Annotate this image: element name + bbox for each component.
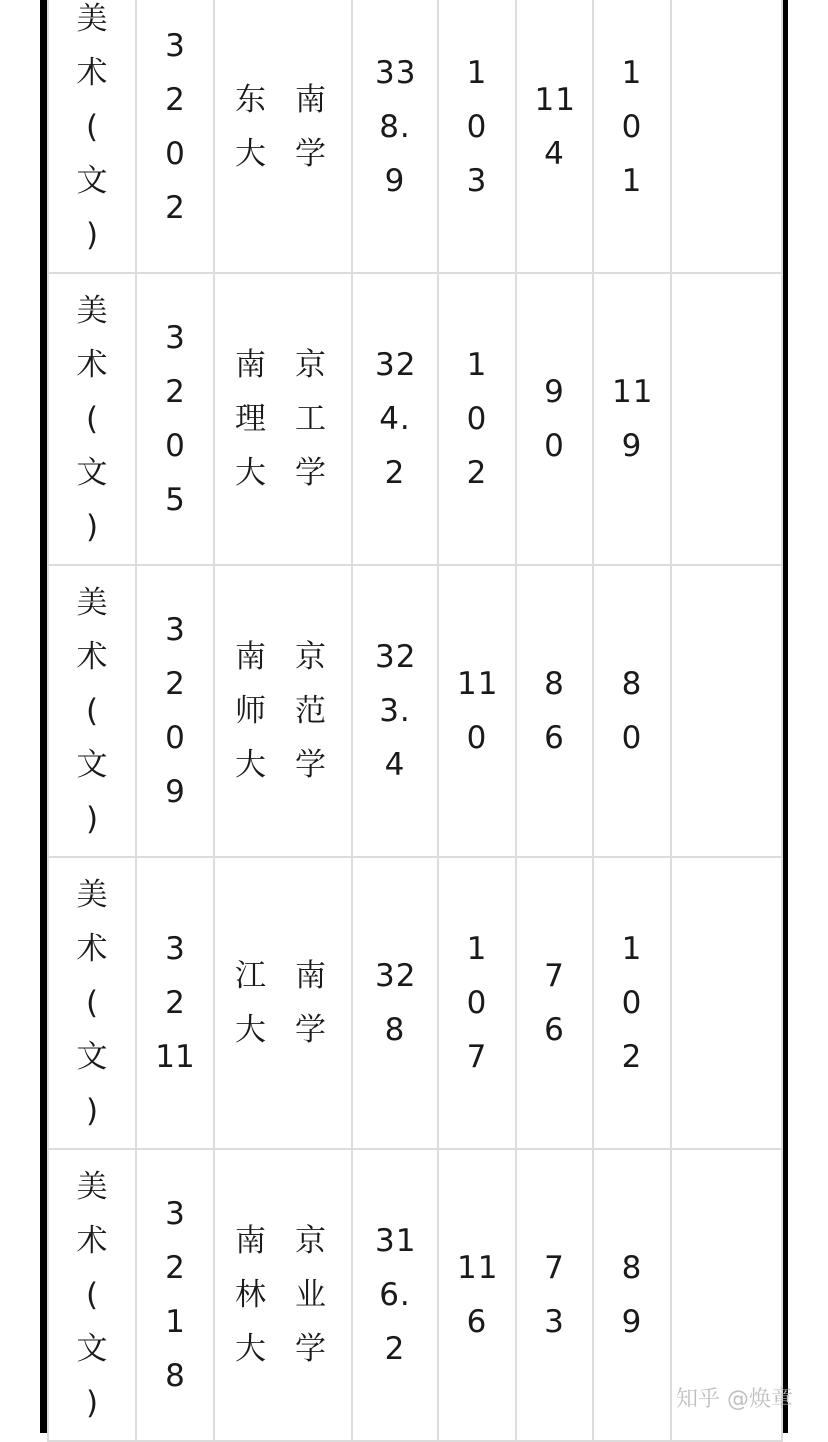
- left-frame-border: [40, 0, 47, 1433]
- cell-glyph: 8.: [379, 109, 411, 145]
- school-name-cell-text: [235, 949, 335, 1057]
- cell-glyph: 京: [295, 347, 326, 383]
- cell-glyph: 0: [621, 985, 643, 1021]
- cell-glyph: (: [85, 693, 99, 729]
- cell-glyph: 1: [165, 1304, 185, 1340]
- score-cell: [352, 857, 438, 1149]
- cell-glyph: 术: [76, 1223, 108, 1259]
- value-cell-3-text: [612, 657, 652, 765]
- cell-glyph: 南: [235, 1223, 266, 1259]
- school-name-cell-text: [235, 1214, 335, 1376]
- cell-glyph: 8: [384, 1012, 406, 1048]
- cell-glyph: 京: [295, 1223, 326, 1259]
- major-code-cell-text: [155, 922, 195, 1084]
- value-cell-2-text: [535, 1241, 575, 1349]
- cell-glyph: 美: [76, 1, 108, 37]
- cell-glyph: 术: [76, 639, 108, 675]
- cell-glyph: 8: [544, 666, 565, 702]
- cell-glyph: (: [85, 985, 99, 1021]
- score-cell-text: [375, 1214, 415, 1376]
- subject-cell: [48, 273, 136, 565]
- cell-glyph: 南: [235, 639, 266, 675]
- cell-glyph: 林: [235, 1277, 266, 1313]
- cell-glyph: 术: [76, 55, 108, 91]
- score-cell: [352, 565, 438, 857]
- cell-glyph: 2: [165, 190, 185, 226]
- empty-cell: [671, 0, 782, 273]
- cell-glyph: 0: [165, 428, 185, 464]
- cell-glyph: 8: [621, 1250, 643, 1286]
- cell-glyph: 3: [165, 1196, 185, 1232]
- cell-glyph: ): [85, 1385, 99, 1421]
- cell-glyph: 3: [165, 931, 185, 967]
- cell-glyph: 美: [76, 1169, 108, 1205]
- cell-glyph: 32: [375, 347, 417, 383]
- subject-cell: [48, 565, 136, 857]
- subject-cell: [48, 1149, 136, 1441]
- major-code-cell: [136, 1149, 214, 1441]
- score-cell-text: [375, 338, 415, 500]
- cell-glyph: 1: [466, 347, 488, 383]
- cell-glyph: 范: [295, 693, 326, 729]
- cell-glyph: 6: [544, 1012, 565, 1048]
- cell-glyph: 美: [76, 293, 108, 329]
- cell-glyph: ): [85, 509, 99, 545]
- school-name-cell: [214, 857, 352, 1149]
- score-cell: [352, 0, 438, 273]
- cell-glyph: 大: [235, 136, 266, 172]
- cell-glyph: 学: [295, 1331, 326, 1367]
- cell-glyph: 9: [544, 374, 565, 410]
- cell-glyph: 2: [165, 666, 185, 702]
- cell-glyph: 2: [165, 82, 185, 118]
- subject-cell-text: [74, 0, 110, 262]
- cell-glyph: 文: [76, 455, 108, 491]
- cell-glyph: 0: [165, 720, 185, 756]
- value-cell-3: [593, 1149, 671, 1441]
- cell-glyph: (: [85, 109, 99, 145]
- cell-glyph: 11: [457, 666, 499, 702]
- subject-cell: [48, 0, 136, 273]
- table-row: [48, 1149, 782, 1441]
- cell-glyph: ): [85, 217, 99, 253]
- cell-glyph: 3: [165, 28, 185, 64]
- school-name-cell: [214, 0, 352, 273]
- cell-glyph: 9: [165, 774, 185, 810]
- value-cell-2: [516, 565, 593, 857]
- school-name-cell: [214, 1149, 352, 1441]
- cell-glyph: 7: [544, 1250, 565, 1286]
- score-cell-text: [375, 949, 415, 1057]
- value-cell-2-text: [535, 949, 575, 1057]
- major-code-cell: [136, 273, 214, 565]
- cell-glyph: 大: [235, 455, 266, 491]
- value-cell-1-text: [457, 1241, 497, 1349]
- cell-glyph: 工: [295, 401, 326, 437]
- empty-cell: [671, 273, 782, 565]
- cell-glyph: 东: [235, 82, 266, 118]
- value-cell-1: [438, 273, 516, 565]
- cell-glyph: 0: [466, 985, 488, 1021]
- cell-glyph: 3.: [379, 693, 411, 729]
- value-cell-3: [593, 565, 671, 857]
- major-code-cell: [136, 565, 214, 857]
- value-cell-1: [438, 857, 516, 1149]
- subject-cell: [48, 857, 136, 1149]
- value-cell-2-text: [535, 73, 575, 181]
- cell-glyph: 学: [295, 455, 326, 491]
- cell-glyph: 3: [466, 163, 488, 199]
- subject-cell-text: [74, 576, 110, 846]
- cell-glyph: 文: [76, 1331, 108, 1367]
- score-cell-text: [375, 630, 415, 792]
- cell-glyph: 1: [621, 163, 643, 199]
- value-cell-3: [593, 273, 671, 565]
- value-cell-3-text: [612, 922, 652, 1084]
- subject-cell-text: [74, 1160, 110, 1430]
- value-cell-1-text: [457, 338, 497, 500]
- cell-glyph: 1: [621, 931, 643, 967]
- major-code-cell-text: [155, 19, 195, 235]
- cell-glyph: 南: [235, 347, 266, 383]
- score-cell-text: [375, 46, 415, 208]
- cell-glyph: 6: [466, 1304, 488, 1340]
- empty-cell: [671, 565, 782, 857]
- value-cell-1: [438, 565, 516, 857]
- value-cell-3-text: [612, 46, 652, 208]
- school-name-cell: [214, 273, 352, 565]
- cell-glyph: 7: [466, 1039, 488, 1075]
- subject-cell-text: [74, 868, 110, 1138]
- cell-glyph: 2: [165, 1250, 185, 1286]
- cell-glyph: 2: [165, 985, 185, 1021]
- value-cell-2: [516, 1149, 593, 1441]
- value-cell-2: [516, 857, 593, 1149]
- cell-glyph: 9: [621, 428, 643, 464]
- score-cell: [352, 1149, 438, 1441]
- cell-glyph: 6: [544, 720, 565, 756]
- table-row: [48, 0, 782, 273]
- cell-glyph: 理: [235, 401, 266, 437]
- value-cell-3: [593, 0, 671, 273]
- major-code-cell: [136, 0, 214, 273]
- cell-glyph: 文: [76, 747, 108, 783]
- cell-glyph: 大: [235, 1331, 266, 1367]
- table-body: [48, 0, 782, 1441]
- cell-glyph: 0: [165, 136, 185, 172]
- value-cell-1: [438, 1149, 516, 1441]
- cell-glyph: 9: [621, 1304, 643, 1340]
- cell-glyph: 2: [384, 455, 406, 491]
- value-cell-1: [438, 0, 516, 273]
- major-code-cell-text: [155, 603, 195, 819]
- admission-score-table: [47, 0, 783, 1442]
- score-cell: [352, 273, 438, 565]
- school-name-cell-text: [235, 73, 335, 181]
- cell-glyph: 0: [466, 720, 488, 756]
- cell-glyph: 33: [375, 55, 417, 91]
- major-code-cell-text: [155, 1187, 195, 1403]
- value-cell-2: [516, 273, 593, 565]
- cell-glyph: 2: [621, 1039, 643, 1075]
- major-code-cell: [136, 857, 214, 1149]
- cell-glyph: 0: [466, 109, 488, 145]
- cell-glyph: 学: [295, 747, 326, 783]
- subject-cell-text: [74, 284, 110, 554]
- cell-glyph: 11: [612, 374, 654, 410]
- value-cell-1-text: [457, 46, 497, 208]
- cell-glyph: 1: [466, 55, 488, 91]
- cell-glyph: 4: [544, 136, 565, 172]
- value-cell-3-text: [612, 1241, 652, 1349]
- school-name-cell: [214, 565, 352, 857]
- cell-glyph: 0: [544, 428, 565, 464]
- cell-glyph: 11: [534, 82, 576, 118]
- cell-glyph: 31: [375, 1223, 417, 1259]
- cell-glyph: 美: [76, 585, 108, 621]
- cell-glyph: 3: [165, 320, 185, 356]
- cell-glyph: 4: [384, 747, 406, 783]
- cell-glyph: 1: [621, 55, 643, 91]
- cell-glyph: 南: [295, 958, 326, 994]
- cell-glyph: 1: [466, 931, 488, 967]
- cell-glyph: 3: [165, 612, 185, 648]
- cell-glyph: 11: [457, 1250, 499, 1286]
- cell-glyph: 江: [235, 958, 266, 994]
- cell-glyph: 2: [165, 374, 185, 410]
- cell-glyph: (: [85, 1277, 99, 1313]
- cell-glyph: 11: [155, 1039, 195, 1075]
- cell-glyph: 业: [295, 1277, 326, 1313]
- cell-glyph: (: [85, 401, 99, 437]
- cell-glyph: 3: [544, 1304, 565, 1340]
- cell-glyph: 0: [621, 109, 643, 145]
- value-cell-3: [593, 857, 671, 1149]
- major-code-cell-text: [155, 311, 195, 527]
- cell-glyph: 文: [76, 163, 108, 199]
- cell-glyph: 2: [384, 1331, 406, 1367]
- cell-glyph: 6.: [379, 1277, 411, 1313]
- table-row: [48, 857, 782, 1149]
- cell-glyph: 师: [235, 693, 266, 729]
- cell-glyph: 32: [375, 639, 417, 675]
- school-name-cell-text: [235, 338, 335, 500]
- value-cell-2: [516, 0, 593, 273]
- cell-glyph: 2: [466, 455, 488, 491]
- table-row: [48, 565, 782, 857]
- value-cell-1-text: [457, 657, 497, 765]
- cell-glyph: ): [85, 1093, 99, 1129]
- cell-glyph: 大: [235, 747, 266, 783]
- cell-glyph: 0: [466, 401, 488, 437]
- cell-glyph: 学: [295, 136, 326, 172]
- cell-glyph: 南: [295, 82, 326, 118]
- empty-cell: [671, 857, 782, 1149]
- cell-glyph: ): [85, 801, 99, 837]
- cell-glyph: 京: [295, 639, 326, 675]
- cell-glyph: 4.: [379, 401, 411, 437]
- cell-glyph: 术: [76, 347, 108, 383]
- cell-glyph: 8: [621, 666, 643, 702]
- cell-glyph: 8: [165, 1358, 185, 1394]
- cell-glyph: 美: [76, 877, 108, 913]
- cell-glyph: 7: [544, 958, 565, 994]
- watermark-text: 知乎 @焕章: [676, 1387, 793, 1412]
- value-cell-2-text: [535, 365, 575, 473]
- table-row: [48, 273, 782, 565]
- cell-glyph: 大: [235, 1012, 266, 1048]
- cell-glyph: 学: [295, 1012, 326, 1048]
- cell-glyph: 9: [384, 163, 406, 199]
- value-cell-2-text: [535, 657, 575, 765]
- cell-glyph: 术: [76, 931, 108, 967]
- cell-glyph: 文: [76, 1039, 108, 1075]
- value-cell-1-text: [457, 922, 497, 1084]
- cell-glyph: 32: [375, 958, 417, 994]
- cell-glyph: 5: [165, 482, 185, 518]
- value-cell-3-text: [612, 365, 652, 473]
- school-name-cell-text: [235, 630, 335, 792]
- cell-glyph: 0: [621, 720, 643, 756]
